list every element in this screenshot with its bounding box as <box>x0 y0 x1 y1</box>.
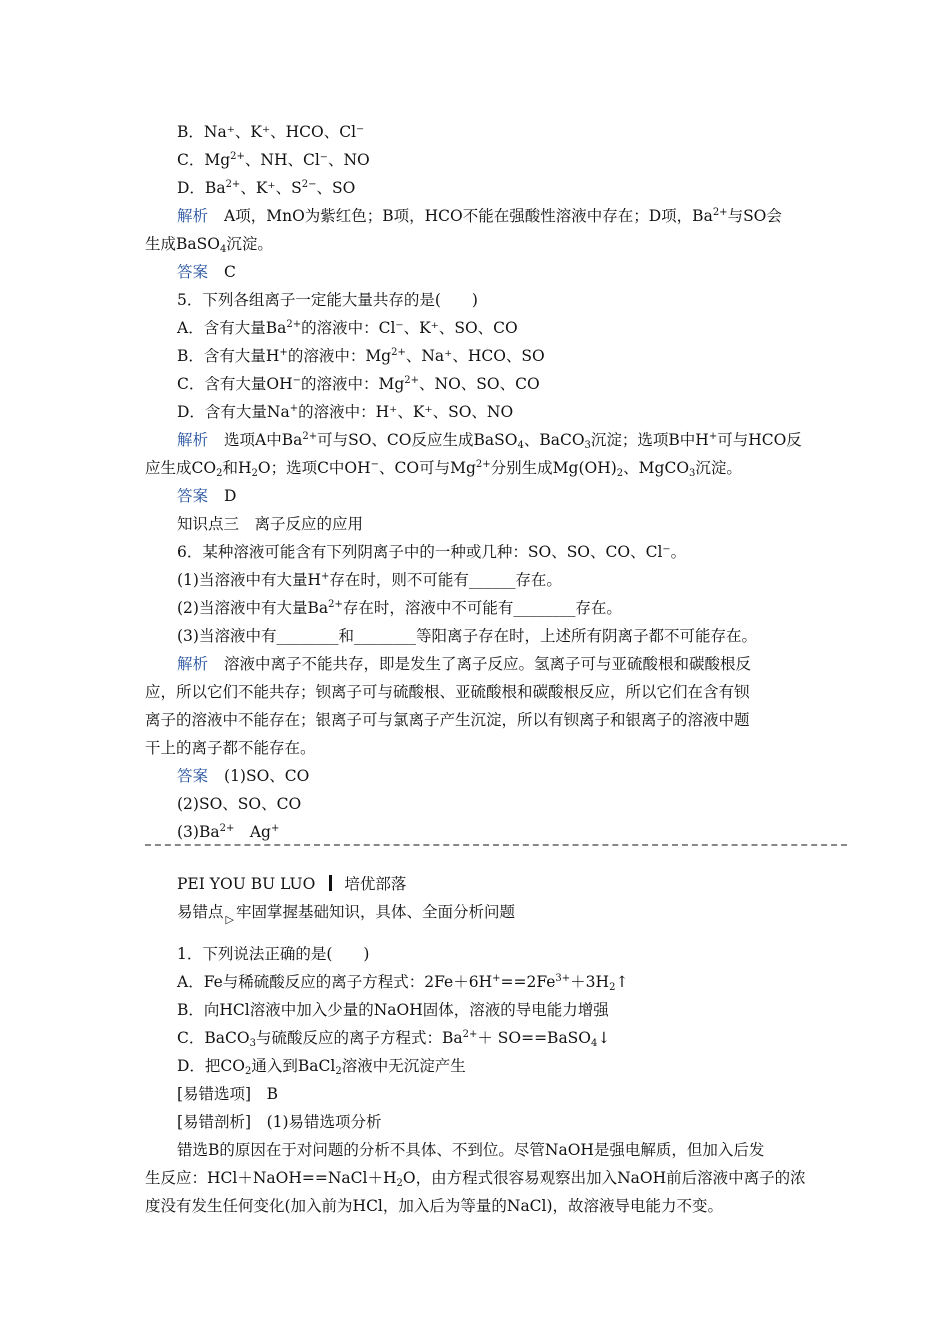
q6-answer: 答案 (1)SO、CO <box>177 767 310 785</box>
q5-option-a: A．含有大量$Ba^{2+}$的溶液中：Cl⁻、K⁺、SO、CO <box>177 319 518 337</box>
q4-option-d: D．$Ba^{2+}$、K⁺、$S^{2-}$、SO <box>177 179 356 197</box>
q6-stem: 6．某种溶液可能含有下列阴离子中的一种或几种：SO、SO、CO、Cl⁻。 <box>177 543 687 561</box>
section-title: 知识点三 离子反应的应用 <box>177 515 364 533</box>
q6-analysis-line2: 应，所以它们不能共存；钡离子可与硫酸根、亚硫酸根和碳酸根反应，所以它们在含有钡 <box>145 683 750 701</box>
q5-option-c: C．含有大量OH−的溶液中：$Mg^{2+}$、NO、SO、CO <box>177 375 540 393</box>
q4-analysis-line2: 生成BaSO$_4$沉淀。 <box>145 235 273 255</box>
q6-answer-2: (2)SO、SO、CO <box>177 795 302 813</box>
dashed-divider <box>145 844 847 846</box>
p1-para-line2: 生反应：$HCl+NaOH==NaCl+H_2O$，由方程式很容易观察出加入NaOH前后溶液中离子的浓 <box>145 1169 806 1189</box>
analysis-label: 解析 <box>177 207 209 225</box>
analysis-label: 解析 <box>177 655 209 673</box>
q4-option-c: C．$Mg^{2+}$、NH、Cl⁻、NO <box>177 151 370 169</box>
q6-analysis-line3: 离子的溶液中不能存在；银离子可与氯离子产生沉淀，所以有钡离子和银离子的溶液中题 <box>145 711 750 729</box>
q6-part2: (2)当溶液中有大量$Ba^{2+}$存在时，溶液中不可能有________存在。 <box>177 599 622 617</box>
p1-para-line1: 错选B的原因在于对问题的分析不具体、不到位。尽管NaOH是强电解质，但加入后发 <box>177 1141 765 1159</box>
answer-label: 答案 <box>177 487 209 505</box>
q5-answer: 答案 D <box>177 487 237 505</box>
answer-label: 答案 <box>177 767 209 785</box>
p1-option-d: D．把$CO_2$通入到BaCl$_2$溶液中无沉淀产生 <box>177 1057 466 1077</box>
p1-option-b: B．向HCl溶液中加入少量的NaOH固体，溶液的导电能力增强 <box>177 1001 609 1019</box>
q5-option-d: D．含有大量Na+的溶液中：H⁺、K⁺、SO、NO <box>177 403 514 421</box>
q6-answer-3: $(3)Ba^{2+}$ Ag+ <box>177 823 280 841</box>
p1-option-c: C．BaCO$_3$与硫酸反应的离子方程式：$Ba^{2+}+$ SO==BaSO$_4$↓ <box>177 1029 611 1049</box>
triangle-arrow-icon: ▷ <box>225 913 234 926</box>
q6-part3: (3)当溶液中有________和________等阳离子存在时，上述所有阴离子都不可能存在。 <box>177 627 757 645</box>
p1-wrong-analysis: [易错剖析] (1)易错选项分析 <box>177 1113 382 1131</box>
p1-para-line3: 度没有发生任何变化(加入前为HCl，加入后为等量的NaCl)，故溶液导电能力不变。 <box>145 1197 724 1215</box>
q5-analysis-line2: 应生成$CO_2$和$H_2O$；选项C中OH−、CO可与$Mg^{2+}$分别生成$Mg(OH)_2$、MgCO$_3$沉淀。 <box>145 459 742 479</box>
q4-analysis-line1: 解析 A项，MnO为紫红色；B项，HCO不能在强酸性溶液中存在；D项，$Ba^{2+}$与SO会 <box>177 207 782 225</box>
p1-stem: 1．下列说法正确的是( ) <box>177 945 370 963</box>
q5-stem: 5．下列各组离子一定能大量共存的是( ) <box>177 291 478 309</box>
q5-option-b: B．含有大量H+的溶液中：$Mg^{2+}$、Na⁺、HCO、SO <box>177 347 545 365</box>
q6-analysis-line1: 解析 溶液中离子不能共存，即是发生了离子反应。氢离子可与亚硫酸根和碳酸根反 <box>177 655 752 673</box>
section-banner: PEI YOU BU LUO 培优部落 <box>177 875 407 893</box>
banner-subtitle: 易错点 ▷ 牢固掌握基础知识，具体、全面分析问题 <box>177 902 515 930</box>
q4-option-b: B．Na⁺、K⁺、HCO、Cl⁻ <box>177 123 365 141</box>
q6-analysis-line4: 干上的离子都不能存在。 <box>145 739 316 757</box>
q6-part1: (1)当溶液中有大量H+存在时，则不可能有______存在。 <box>177 571 562 589</box>
answer-label: 答案 <box>177 263 209 281</box>
analysis-label: 解析 <box>177 431 209 449</box>
p1-wrong-option: [易错选项] B <box>177 1085 278 1103</box>
p1-option-a: A．Fe与稀硫酸反应的离子方程式：$2Fe+6H^+==2Fe^{3+}+3H_2↑$ <box>177 973 629 993</box>
banner-bar-icon <box>329 875 332 891</box>
q4-answer: 答案 C <box>177 263 236 281</box>
q5-analysis-line1: 解析 选项A中$Ba^{2+}$可与SO、CO反应生成BaSO$_4$、BaCO$_3$沉淀；选项B中H+可与HCO反 <box>177 431 802 451</box>
